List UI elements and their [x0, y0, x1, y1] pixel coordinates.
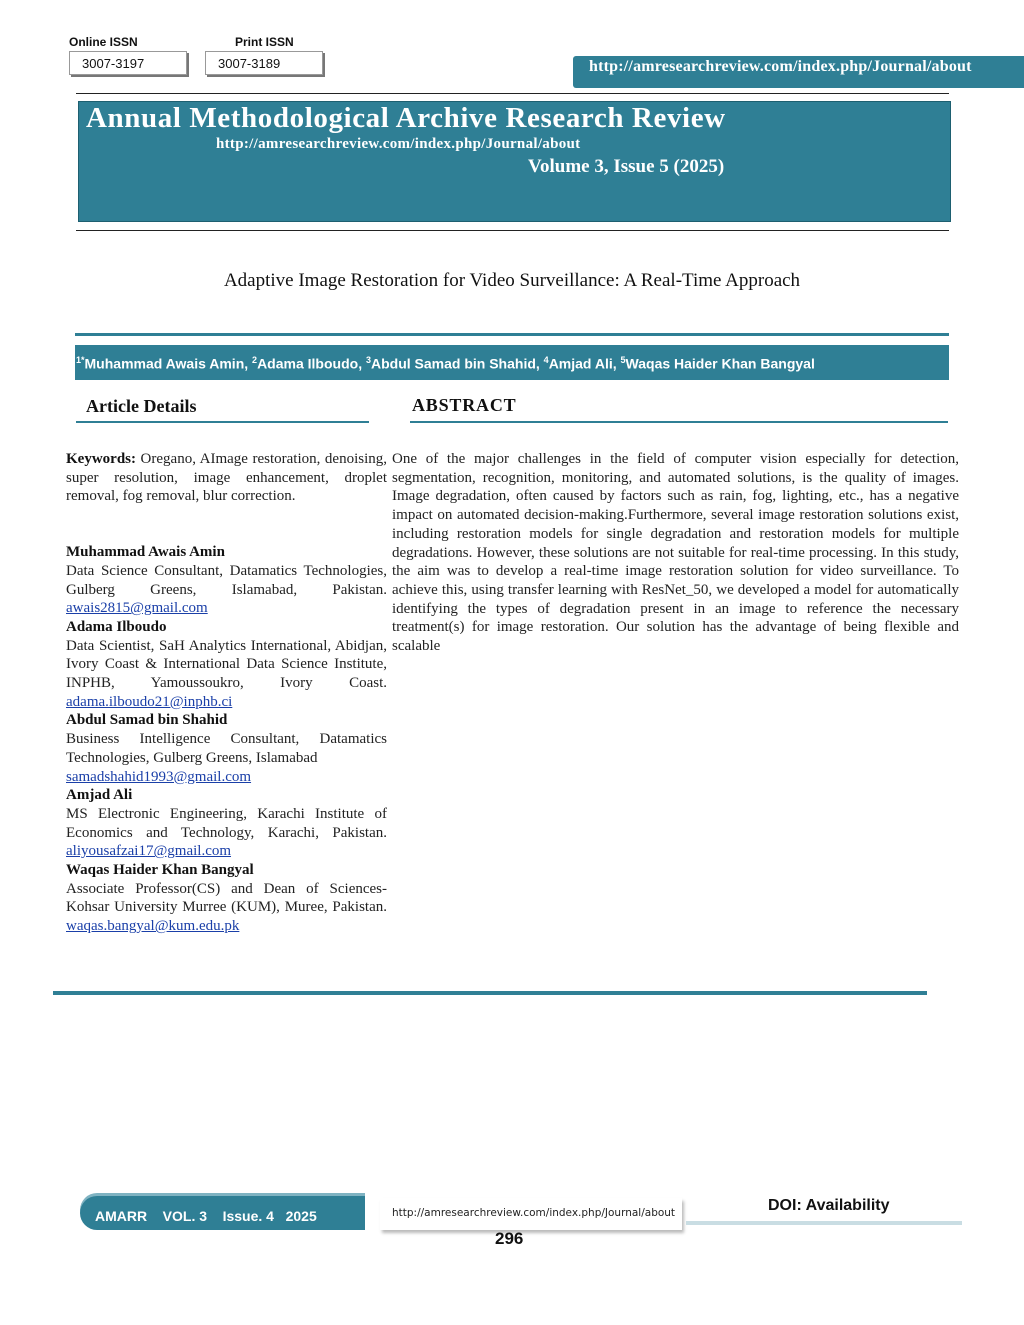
email-link[interactable]: samadshahid1993@gmail.com: [66, 768, 252, 785]
article-details-column: [66, 450, 387, 936]
authors-bar: $^{1*}$Muhammad Awais Amin, $^2$Adama Ilboudo, $^3$Abdul Samad bin Shahid, $^4$Amjad Ali, $^5$Waqas Haider Khan Bangyal: [75, 345, 949, 380]
article-details-rule: [76, 421, 369, 423]
print-issn-label: Print ISSN: [235, 35, 294, 49]
author-name: Muhammad Awais Amin: [84, 355, 245, 372]
author-name: Amjad Ali: [548, 355, 613, 372]
keywords: Keywords: Oregano, AImage restoration, denoising, super resolution, image enhancement, droplet removal, fog removal, blur correction.: [66, 451, 388, 505]
content-end-rule: [53, 991, 927, 995]
online-issn-label: Online ISSN: [69, 35, 138, 49]
affiliation-name: Adama Ilboudo: [66, 618, 167, 635]
email-link[interactable]: aliyousafzai17@gmail.com: [66, 843, 232, 860]
affiliation-block: Amjad Ali MS Electronic Engineering, Karachi Institute of Economics and Technology, Karachi, Pakistan. aliyousafzai17@gmail.com: [66, 787, 387, 860]
footer-journal-tab: AMARR VOL. 3 Issue. 4 2025: [80, 1196, 365, 1230]
journal-volume: Volume 3, Issue 5 (2025): [528, 156, 725, 177]
doi-underline: [686, 1221, 962, 1225]
journal-url[interactable]: http://amresearchreview.com/index.php/Journal/about: [216, 136, 581, 152]
article-details-heading: Article Details: [86, 396, 197, 416]
paper-title: Adaptive Image Restoration for Video Surveillance: A Real-Time Approach: [223, 270, 801, 291]
email-link[interactable]: awais2815@gmail.com: [66, 600, 208, 617]
print-issn-box: 3007-3189: [205, 51, 323, 75]
header-rule-bottom: [76, 230, 949, 231]
author-name: Adama Ilboudo: [257, 355, 359, 372]
email-link[interactable]: waqas.bangyal@kum.edu.pk: [66, 918, 240, 935]
journal-title: Annual Methodological Archive Research Review: [86, 102, 726, 134]
abstract-text: One of the major challenges in the field of computer vision especially for detection, segmentation, recognition, monitoring, and automated solutions, is the quality of images. Image degradation, often caused by factors such as rain, fog, lighting, etc., has a negative impact on automated decision-making.Furthermore, several image restoration solutions exist, including restoration models for single degradation and restoration models for multiple degradations. However, these solutions are not suitable for real-time processing. In this study, the aim was to develop a real-time image restoration solution for video surveillance. To achieve this, using transfer learning with ResNet_50, we developed a model for automatically identifying the types of degradation present in an image to reference the necessary treatment(s) for image restoration. Our solution has the advantage of being flexible and scalable: [392, 451, 959, 655]
affiliation-name: Abdul Samad bin Shahid: [66, 712, 228, 729]
abstract-rule: [410, 421, 948, 423]
page-number: 296: [495, 1229, 524, 1248]
author-name: Abdul Samad bin Shahid: [370, 355, 536, 372]
online-issn-box: 3007-3197: [69, 51, 187, 75]
footer-url[interactable]: http://amresearchreview.com/index.php/Journal/about: [380, 1198, 682, 1230]
affiliation-block: Waqas Haider Khan Bangyal Associate Professor(CS) and Dean of Sciences-Kohsar University Murree (KUM), Muree, Pakistan. waqas.bangyal@kum.edu.pk: [66, 862, 387, 935]
header-url[interactable]: http://amresearchreview.com/index.php/Journal/about: [573, 56, 1024, 88]
affiliation-name: Muhammad Awais Amin: [66, 544, 225, 561]
affiliation-block: Abdul Samad bin Shahid Business Intelligence Consultant, Datamatics Technologies, Gulberg Greens, Islamabad samadshahid1993@gmail.com: [66, 712, 387, 785]
author-name: Waqas Haider Khan Bangyal: [625, 355, 815, 372]
affiliation-name: Waqas Haider Khan Bangyal: [66, 862, 254, 879]
abstract-heading: ABSTRACT: [412, 395, 517, 415]
header-rule-top: [76, 93, 949, 94]
affiliation-block: Muhammad Awais Amin Data Science Consultant, Datamatics Technologies, Gulberg Greens, Islamabad, Pakistan. awais2815@gmail.com: [66, 544, 387, 617]
doi-label: DOI: Availability: [768, 1197, 890, 1214]
authors-top-rule: [75, 333, 949, 336]
affiliation-block: Adama Ilboudo Data Scientist, SaH Analytics International, Abidjan, Ivory Coast & International Data Science Institute, INPHB, Yamoussoukro, Ivory Coast. adama.ilboudo21@inphb.ci: [66, 618, 387, 710]
affiliation-name: Amjad Ali: [66, 787, 133, 804]
email-link[interactable]: adama.ilboudo21@inphb.ci: [66, 693, 233, 710]
